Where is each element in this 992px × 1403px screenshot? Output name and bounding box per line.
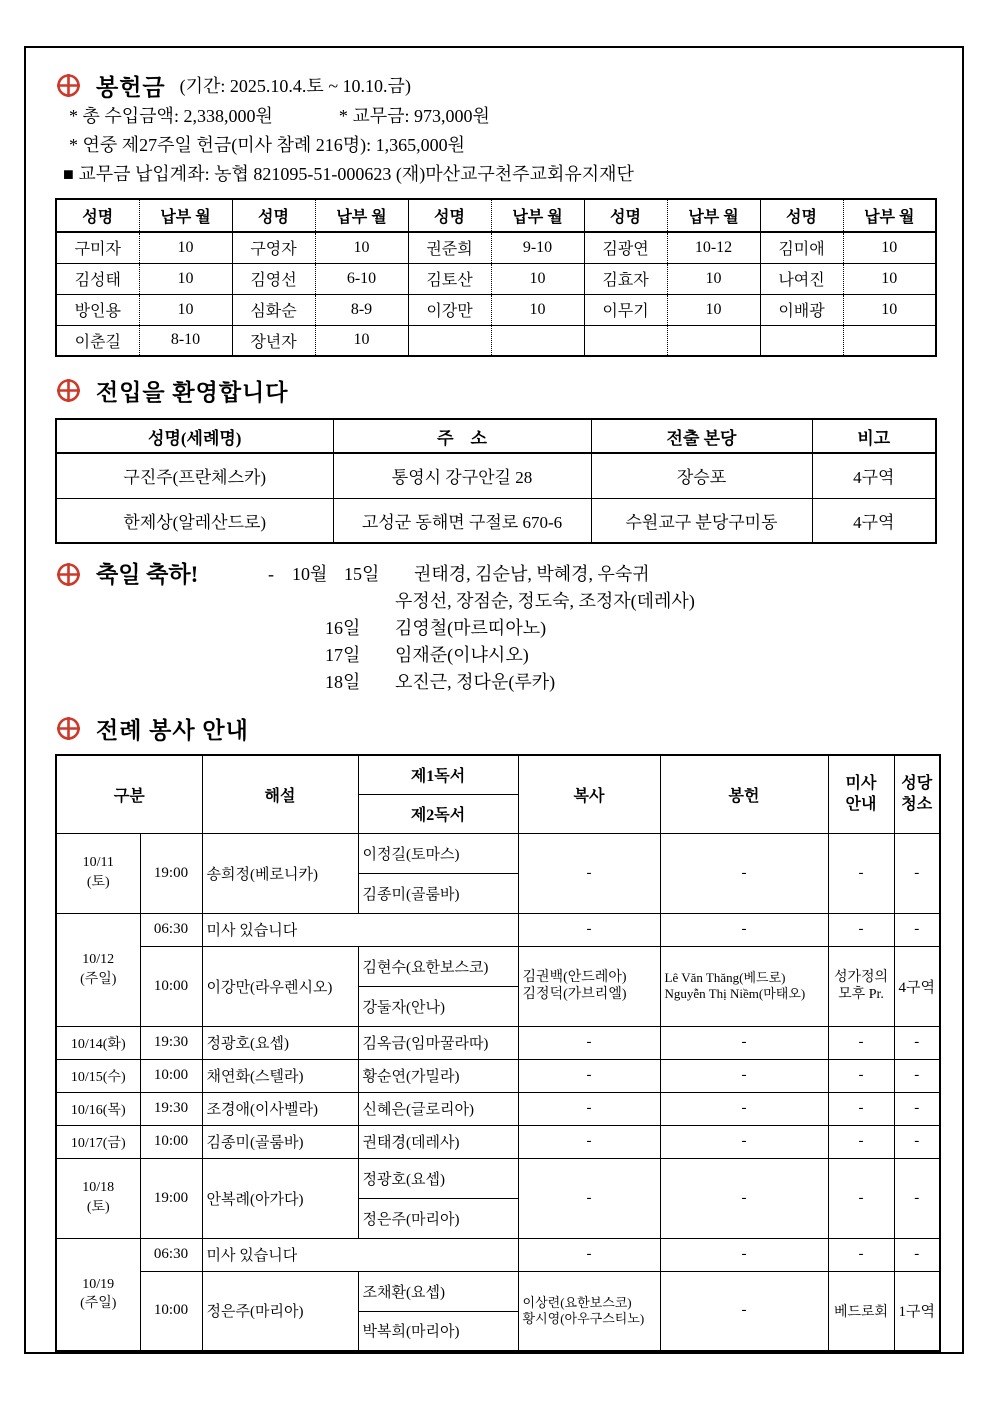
liturgy-server-cell: - <box>518 1059 660 1092</box>
liturgy-date-cell: 10/12 (주일) <box>56 913 140 1026</box>
dues-month-cell <box>491 325 584 356</box>
dues-name-cell: 이춘길 <box>56 325 139 356</box>
feast-dash: - <box>268 564 274 584</box>
liturgy-time-cell: 19:00 <box>140 1158 202 1238</box>
transfer-section-title <box>55 373 939 407</box>
liturgy-server-cell: 이상련(요한보스코) 황시영(아우구스티노) <box>518 1271 660 1351</box>
transfer-row <box>56 453 936 498</box>
transfer-parish-cell: 수원교구 분당구미동 <box>591 498 812 543</box>
liturgy-cleaning-cell: - <box>894 1059 940 1092</box>
liturgy-cleaning-cell: - <box>894 1238 940 1271</box>
liturgy-cleaning-cell: - <box>894 913 940 946</box>
liturgy-date-cell: 10/18 (토) <box>56 1158 140 1238</box>
liturgy-server-cell: - <box>518 913 660 946</box>
transfer-header-from-parish: 전출 본당 <box>591 419 812 453</box>
liturgy-offering-cell: - <box>660 1125 828 1158</box>
cross-circle-icon <box>55 72 82 99</box>
dues-header-month: 납부 월 <box>667 199 760 232</box>
liturgy-commentator-cell: 송희정(베로니카) <box>202 833 358 913</box>
dues-month-cell: 10 <box>843 263 936 294</box>
cross-circle-icon <box>55 377 82 404</box>
dues-month-cell: 10 <box>139 294 232 325</box>
offering-account: ■ 교무금 납입계좌: 농협 821095-51-000623 (재)마산교구천주교회유지재단 <box>63 164 634 184</box>
liturgy-row-1012-main <box>56 946 940 986</box>
dues-month-cell: 10 <box>843 232 936 263</box>
dues-month-cell: 10 <box>315 325 408 356</box>
dues-name-cell: 구영자 <box>232 232 315 263</box>
liturgy-header-commentator: 해설 <box>202 755 358 833</box>
dues-header-row <box>56 199 936 232</box>
transfer-address-cell: 통영시 강구안길 28 <box>333 453 591 498</box>
dues-header-month: 납부 월 <box>315 199 408 232</box>
liturgy-title: 전례 봉사 안내 <box>96 717 249 743</box>
liturgy-time-cell: 06:30 <box>140 1238 202 1271</box>
liturgy-reading1-cell: 김옥금(임마꿀라따) <box>358 1026 518 1059</box>
liturgy-date-cell: 10/15(수) <box>56 1059 140 1092</box>
liturgy-mass-guide-cell: - <box>828 1125 894 1158</box>
liturgy-offering-cell: - <box>660 913 828 946</box>
dues-name-cell: 김토산 <box>408 263 491 294</box>
dues-row <box>56 263 936 294</box>
dues-name-cell: 구미자 <box>56 232 139 263</box>
feast-day-row <box>55 669 939 696</box>
liturgy-server-cell: - <box>518 1158 660 1238</box>
dues-name-cell: 이강만 <box>408 294 491 325</box>
dues-month-cell: 10 <box>491 263 584 294</box>
transfer-row <box>56 498 936 543</box>
offering-dues: * 교무금: 973,000원 <box>338 106 490 126</box>
dues-table <box>55 198 937 357</box>
liturgy-commentator-cell: 김종미(골룸바) <box>202 1125 358 1158</box>
liturgy-reading1-cell: 신혜은(글로리아) <box>358 1092 518 1125</box>
liturgy-reading2-cell: 정은주(마리아) <box>358 1198 518 1238</box>
offering-line-1 <box>55 102 939 131</box>
cross-circle-icon <box>55 715 82 742</box>
liturgy-cleaning-cell: - <box>894 1092 940 1125</box>
transfer-table <box>55 418 937 544</box>
liturgy-cleaning-cell: - <box>894 833 940 913</box>
liturgy-reading1-cell: 김현수(요한보스코) <box>358 946 518 986</box>
dues-name-cell <box>408 325 491 356</box>
liturgy-table <box>55 754 941 1352</box>
liturgy-row-1017 <box>56 1125 940 1158</box>
dues-row <box>56 232 936 263</box>
dues-row <box>56 294 936 325</box>
feast-title: 축일 축하! <box>96 562 199 587</box>
liturgy-notice-cell: 미사 있습니다 <box>202 913 518 946</box>
liturgy-cleaning-cell: 4구역 <box>894 946 940 1026</box>
liturgy-mass-guide-cell: - <box>828 1059 894 1092</box>
liturgy-section-title <box>55 711 939 745</box>
liturgy-mass-guide-cell: - <box>828 913 894 946</box>
dues-month-cell: 10 <box>491 294 584 325</box>
liturgy-commentator-cell: 정광호(요셉) <box>202 1026 358 1059</box>
liturgy-time-cell: 19:00 <box>140 833 202 913</box>
feast-month: 10월 <box>292 564 328 584</box>
dues-month-cell: 10 <box>843 294 936 325</box>
liturgy-time-cell: 10:00 <box>140 1125 202 1158</box>
liturgy-mass-guide-cell: - <box>828 1092 894 1125</box>
liturgy-mass-guide-cell: 베드로회 <box>828 1271 894 1351</box>
feast-section <box>55 561 939 696</box>
liturgy-date-cell: 10/19 (주일) <box>56 1238 140 1351</box>
transfer-note-cell: 4구역 <box>812 498 936 543</box>
dues-name-cell: 장년자 <box>232 325 315 356</box>
liturgy-offering-cell: - <box>660 1092 828 1125</box>
liturgy-mass-guide-cell: - <box>828 1026 894 1059</box>
dues-name-cell <box>584 325 667 356</box>
dues-month-cell: 10 <box>139 232 232 263</box>
liturgy-reading1-cell: 황순연(가밀라) <box>358 1059 518 1092</box>
liturgy-header-server: 복사 <box>518 755 660 833</box>
liturgy-cleaning-cell: 1구역 <box>894 1271 940 1351</box>
liturgy-offering-cell: - <box>660 1026 828 1059</box>
feast-day: 15일 <box>344 564 380 584</box>
liturgy-header-row <box>56 755 940 794</box>
dues-name-cell: 김광연 <box>584 232 667 263</box>
feast-names-row <box>55 588 939 615</box>
cross-circle-icon <box>55 561 82 588</box>
liturgy-commentator-cell: 채연화(스텔라) <box>202 1059 358 1092</box>
liturgy-notice-cell: 미사 있습니다 <box>202 1238 518 1271</box>
liturgy-row-1016 <box>56 1092 940 1125</box>
liturgy-row-1018 <box>56 1158 940 1198</box>
liturgy-reading1-cell: 권태경(데레사) <box>358 1125 518 1158</box>
liturgy-row-1019-main <box>56 1271 940 1311</box>
liturgy-server-cell: 김권백(안드레아) 김정덕(가브리엘) <box>518 946 660 1026</box>
dues-name-cell: 김미애 <box>760 232 843 263</box>
dues-month-cell: 8-10 <box>139 325 232 356</box>
transfer-header-name: 성명(세례명) <box>56 419 333 453</box>
liturgy-mass-guide-cell: - <box>828 833 894 913</box>
dues-name-cell: 이배광 <box>760 294 843 325</box>
dues-month-cell <box>667 325 760 356</box>
dues-month-cell: 10-12 <box>667 232 760 263</box>
dues-header-name: 성명 <box>760 199 843 232</box>
liturgy-reading1-cell: 정광호(요셉) <box>358 1158 518 1198</box>
dues-month-cell: 8-9 <box>315 294 408 325</box>
liturgy-reading2-cell: 박복희(마리아) <box>358 1311 518 1351</box>
transfer-parish-cell: 장승포 <box>591 453 812 498</box>
dues-month-cell: 10 <box>667 263 760 294</box>
liturgy-time-cell: 06:30 <box>140 913 202 946</box>
feast-day-row <box>55 615 939 642</box>
dues-name-cell: 김효자 <box>584 263 667 294</box>
transfer-header-row <box>56 419 936 453</box>
liturgy-offering-cell: Lê Văn Thăng(베드로) Nguyễn Thị Niềm(마태오) <box>660 946 828 1026</box>
liturgy-mass-guide-cell: - <box>828 1238 894 1271</box>
liturgy-server-cell: - <box>518 1125 660 1158</box>
dues-name-cell: 권준희 <box>408 232 491 263</box>
feast-day: 18일 <box>325 672 361 692</box>
dues-header-name: 성명 <box>584 199 667 232</box>
liturgy-mass-guide-cell: - <box>828 1158 894 1238</box>
feast-names: 권태경, 김순남, 박혜경, 우숙귀 <box>414 564 650 584</box>
offering-section-title <box>55 68 939 102</box>
liturgy-row-1019-early <box>56 1238 940 1271</box>
liturgy-date-cell: 10/14(화) <box>56 1026 140 1059</box>
dues-month-cell <box>843 325 936 356</box>
dues-name-cell: 방인용 <box>56 294 139 325</box>
liturgy-server-cell: - <box>518 1092 660 1125</box>
offering-title: 봉헌금 <box>96 74 166 100</box>
liturgy-date-cell: 10/17(금) <box>56 1125 140 1158</box>
feast-names: 오진근, 정다운(루카) <box>395 672 556 692</box>
liturgy-header-offering: 봉헌 <box>660 755 828 833</box>
feast-title-row <box>55 561 939 588</box>
dues-month-cell: 9-10 <box>491 232 584 263</box>
liturgy-cleaning-cell: - <box>894 1125 940 1158</box>
liturgy-commentator-cell: 조경애(이사벨라) <box>202 1092 358 1125</box>
liturgy-time-cell: 19:30 <box>140 1026 202 1059</box>
dues-header-month: 납부 월 <box>843 199 936 232</box>
liturgy-reading1-cell: 이정길(토마스) <box>358 833 518 873</box>
liturgy-time-cell: 10:00 <box>140 946 202 1026</box>
transfer-note-cell: 4구역 <box>812 453 936 498</box>
liturgy-offering-cell: - <box>660 1271 828 1351</box>
liturgy-server-cell: - <box>518 1026 660 1059</box>
liturgy-offering-cell: - <box>660 1158 828 1238</box>
dues-month-cell: 10 <box>315 232 408 263</box>
liturgy-reading2-cell: 강둘자(안나) <box>358 986 518 1026</box>
feast-day-row <box>55 642 939 669</box>
dues-header-month: 납부 월 <box>491 199 584 232</box>
liturgy-time-cell: 19:30 <box>140 1092 202 1125</box>
liturgy-row-1012-early <box>56 913 940 946</box>
transfer-name-cell: 한제상(알레산드로) <box>56 498 333 543</box>
liturgy-time-cell: 10:00 <box>140 1271 202 1351</box>
liturgy-commentator-cell: 이강만(라우렌시오) <box>202 946 358 1026</box>
liturgy-commentator-cell: 안복례(아가다) <box>202 1158 358 1238</box>
liturgy-row-1015 <box>56 1059 940 1092</box>
liturgy-header-category: 구분 <box>56 755 202 833</box>
liturgy-date-cell: 10/16(목) <box>56 1092 140 1125</box>
liturgy-header-reading1: 제1독서 <box>358 755 518 794</box>
liturgy-server-cell: - <box>518 833 660 913</box>
liturgy-cleaning-cell: - <box>894 1158 940 1238</box>
liturgy-offering-cell: - <box>660 1238 828 1271</box>
liturgy-date-cell: 10/11 (토) <box>56 833 140 913</box>
liturgy-row-1014 <box>56 1026 940 1059</box>
feast-names: 임재준(이냐시오) <box>395 645 529 665</box>
liturgy-header-mass-guide: 미사 안내 <box>828 755 894 833</box>
transfer-name-cell: 구진주(프란체스카) <box>56 453 333 498</box>
dues-month-cell: 10 <box>139 263 232 294</box>
dues-header-name: 성명 <box>232 199 315 232</box>
feast-day: 16일 <box>325 618 361 638</box>
feast-section-title <box>55 561 250 588</box>
offering-period: (기간: 2025.10.4.토 ~ 10.10.금) <box>179 76 411 96</box>
transfer-header-address: 주 소 <box>333 419 591 453</box>
liturgy-mass-guide-cell: 성가정의 모후 Pr. <box>828 946 894 1026</box>
liturgy-offering-cell: - <box>660 1059 828 1092</box>
dues-header-name: 성명 <box>408 199 491 232</box>
dues-name-cell: 심화순 <box>232 294 315 325</box>
liturgy-offering-cell: - <box>660 833 828 913</box>
liturgy-server-cell: - <box>518 1238 660 1271</box>
feast-names: 김영철(마르띠아노) <box>395 618 547 638</box>
dues-name-cell: 김성태 <box>56 263 139 294</box>
liturgy-header-reading2: 제2독서 <box>358 794 518 833</box>
dues-header-month: 납부 월 <box>139 199 232 232</box>
liturgy-reading2-cell: 김종미(골룸바) <box>358 873 518 913</box>
dues-name-cell <box>760 325 843 356</box>
dues-name-cell: 김영선 <box>232 263 315 294</box>
dues-month-cell: 10 <box>667 294 760 325</box>
feast-names: 우정선, 장점순, 정도숙, 조정자(데레사) <box>395 591 695 611</box>
bulletin-page <box>55 68 939 1352</box>
offering-total-income: * 총 수입금액: 2,338,000원 <box>69 106 273 126</box>
feast-day: 17일 <box>325 645 361 665</box>
dues-row <box>56 325 936 356</box>
transfer-title: 전입을 환영합니다 <box>96 379 289 405</box>
liturgy-cleaning-cell: - <box>894 1026 940 1059</box>
liturgy-header-cleaning: 성당 청소 <box>894 755 940 833</box>
transfer-header-note: 비고 <box>812 419 936 453</box>
liturgy-reading1-cell: 조채환(요셉) <box>358 1271 518 1311</box>
liturgy-time-cell: 10:00 <box>140 1059 202 1092</box>
liturgy-commentator-cell: 정은주(마리아) <box>202 1271 358 1351</box>
offering-weekly: * 연중 제27주일 헌금(미사 참례 216명): 1,365,000원 <box>69 135 466 155</box>
dues-header-name: 성명 <box>56 199 139 232</box>
dues-month-cell: 6-10 <box>315 263 408 294</box>
dues-name-cell: 나여진 <box>760 263 843 294</box>
dues-name-cell: 이무기 <box>584 294 667 325</box>
liturgy-row-1011 <box>56 833 940 873</box>
transfer-address-cell: 고성군 동해면 구절로 670-6 <box>333 498 591 543</box>
